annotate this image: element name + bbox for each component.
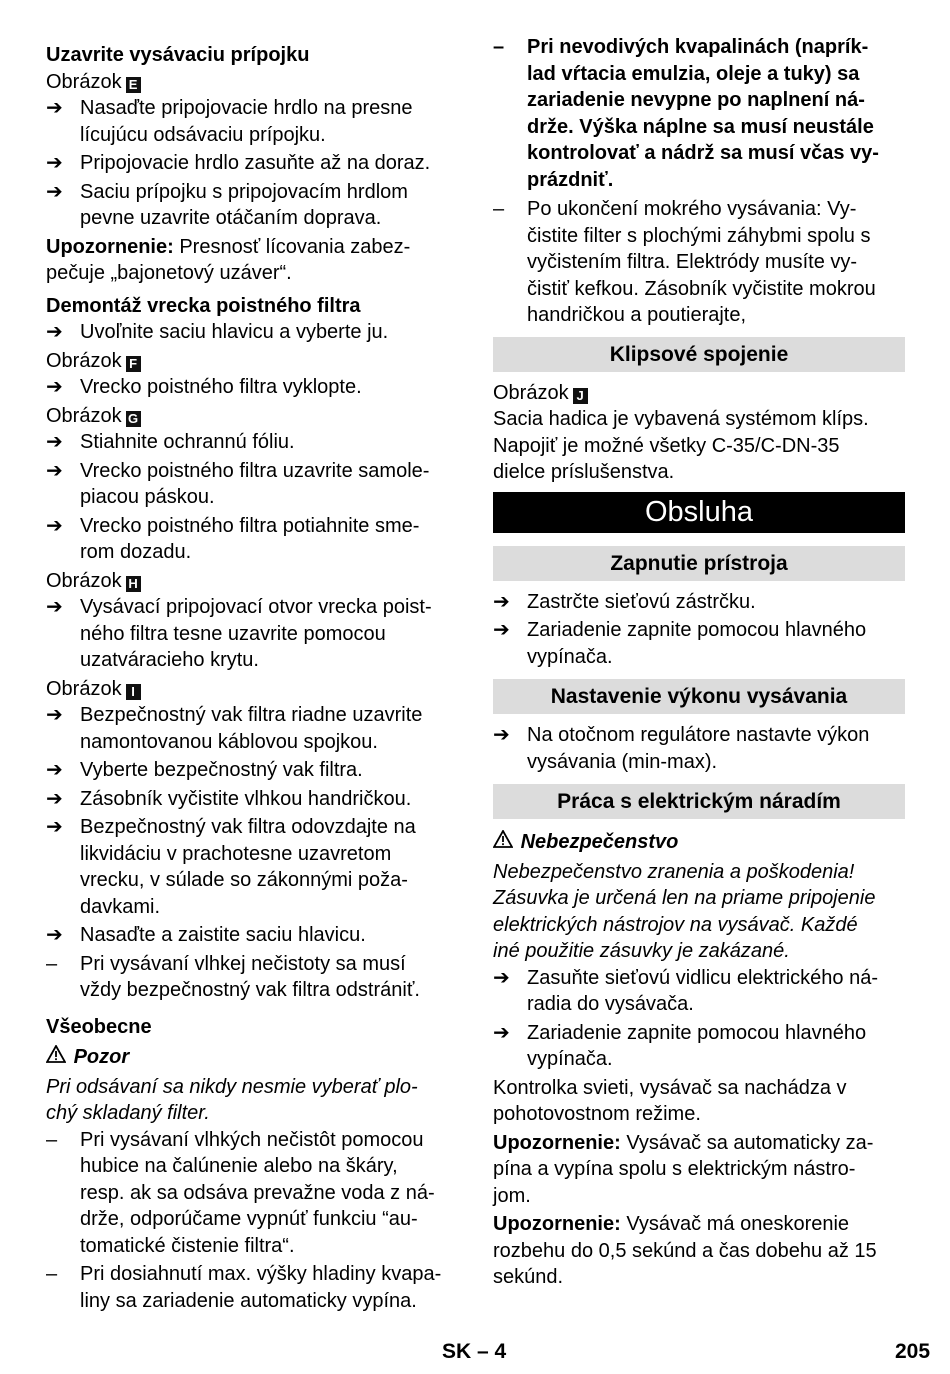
arrow-right-icon: ➔ xyxy=(493,590,510,613)
section-title-operation: Obsluha xyxy=(493,492,905,533)
figure-letter-f: F xyxy=(126,356,141,372)
note-auto-switch-cont: jom. xyxy=(493,1184,531,1207)
dash-item: – Pri vysávaní vlhkej nečistoty sa musí vždy bezpečnostný vak filtra odstrániť. xyxy=(46,951,464,1004)
danger-text-cont: Zásuvka je určená len na priame pripojenie xyxy=(493,887,876,909)
paragraph-clips-cont: dielce príslušenstva. xyxy=(493,461,675,483)
list-item: ➔ Saciu prípojku s pripojovacím hrdlom pevne uzavrite otáčaním doprava. xyxy=(46,179,464,232)
arrow-right-icon: ➔ xyxy=(46,152,63,174)
list-item: ➔ Bezpečnostný vak filtra odovzdajte na likvidáciu v prachotesne uzavretom vrecku, v súlade so zákonnými poža- davkami. xyxy=(46,814,464,920)
arrow-right-icon: ➔ xyxy=(493,1021,510,1044)
list-item: ➔ Vrecko poistného filtra uzavrite samole- piacou páskou. xyxy=(46,458,464,511)
danger-heading: Nebezpečenstvo xyxy=(493,829,905,856)
paragraph-indicator-cont: pohotovostnom režime. xyxy=(493,1103,701,1125)
figure-ref-e: Obrázok E xyxy=(46,69,464,96)
dash-marker: – xyxy=(46,1128,58,1151)
figure-ref-g: Obrázok G xyxy=(46,403,464,430)
list-item: ➔ Zasuňte sieťovú vidlicu elektrického ná- radia do vysávača. xyxy=(493,965,905,1018)
paragraph-clips-cont: Napojiť je možné všetky C-35/C-DN-35 xyxy=(493,434,840,457)
right-column xyxy=(493,34,905,1291)
list-item: ➔ Nasaďte pripojovacie hrdlo na presne lícujúcu odsávaciu prípojku. xyxy=(46,95,464,148)
figure-ref-i: Obrázok I xyxy=(46,676,464,703)
page-number: 205 xyxy=(895,1340,931,1363)
caution-text-cont: chý skladaný filter. xyxy=(46,1102,210,1124)
figure-letter-e: E xyxy=(126,77,141,93)
section-bar-suction-power: Nastavenie výkonu vysávania xyxy=(493,679,905,714)
dash-item: – Po ukončení mokrého vysávania: Vy- čistite filter s plochými záhybmi spolu s vyčistením filtra. Elektródy musíte vy- čistiť kefkou. Zásobník vyčistite mokrou handričkou a poutierajte, xyxy=(493,196,905,329)
dash-item-bold: – Pri nevodivých kvapalinách (naprík- lad vŕtacia emulzia, oleje a tuky) sa zariadenie nevypne po naplnení ná- drže. Výška náplne sa musí neustále kontrolovať a nádrž sa musí včas vy- prázdniť. xyxy=(493,34,905,193)
note-delay-cont: sekúnd. xyxy=(493,1266,564,1288)
paragraph-clips: Sacia hadica je vybavená systémom klíps. xyxy=(493,408,869,430)
arrow-right-icon: ➔ xyxy=(46,431,63,453)
arrow-right-icon: ➔ xyxy=(46,924,63,946)
list-item: ➔ Stiahnite ochrannú fóliu. xyxy=(46,429,464,456)
figure-ref-h: Obrázok H xyxy=(46,568,464,595)
figure-letter-i: I xyxy=(126,684,141,700)
figure-letter-h: H xyxy=(126,576,141,592)
heading-close-suction: Uzavrite vysávaciu prípojku xyxy=(46,44,310,66)
list-item: ➔ Zastrčte sieťovú zástrčku. xyxy=(493,589,905,616)
figure-letter-g: G xyxy=(126,411,141,427)
list-item: ➔ Pripojovacie hrdlo zasuňte až na doraz. xyxy=(46,150,464,177)
figure-letter-j: J xyxy=(573,388,588,404)
list-item: ➔ Zariadenie zapnite pomocou hlavného vypínača. xyxy=(493,617,905,670)
arrow-right-icon: ➔ xyxy=(46,596,63,618)
arrow-right-icon: ➔ xyxy=(46,787,63,810)
note-auto-switch-cont: pína a vypína spolu s elektrickým nástro- xyxy=(493,1158,856,1180)
arrow-right-icon: ➔ xyxy=(46,376,63,398)
dash-marker: – xyxy=(46,952,58,975)
list-item: ➔ Nasaďte a zaistite saciu hlavicu. xyxy=(46,922,464,949)
dash-marker: – xyxy=(493,36,505,58)
arrow-right-icon: ➔ xyxy=(493,966,510,989)
warning-triangle-icon xyxy=(493,829,515,856)
caution-heading: Pozor xyxy=(46,1044,464,1071)
warning-triangle-icon xyxy=(46,1044,68,1071)
arrow-right-icon: ➔ xyxy=(46,759,63,781)
list-item: ➔ Vrecko poistného filtra potiahnite sme- rom dozadu. xyxy=(46,513,464,566)
danger-text: Nebezpečenstvo zranenia a poškodenia! xyxy=(493,860,855,883)
list-item: ➔ Zariadenie zapnite pomocou hlavného vypínača. xyxy=(493,1020,905,1073)
list-item: ➔ Vyberte bezpečnostný vak filtra. xyxy=(46,757,464,784)
note-delay-cont: rozbehu do 0,5 sekúnd a čas dobehu až 15 xyxy=(493,1239,877,1262)
note-bajonet-cont: pečuje „bajonetový uzáver“. xyxy=(46,262,292,284)
caution-text: Pri odsávaní sa nikdy nesmie vyberať plo- xyxy=(46,1075,418,1098)
heading-general: Všeobecne xyxy=(46,1015,152,1038)
arrow-right-icon: ➔ xyxy=(46,704,63,726)
list-item: ➔ Na otočnom regulátore nastavte výkon vysávania (min-max). xyxy=(493,722,905,775)
list-item: ➔ Vrecko poistného filtra vyklopte. xyxy=(46,374,464,401)
note-delay: Upozornenie: Vysávač má oneskorenie xyxy=(493,1213,850,1235)
danger-text-cont: iné použitie zásuvky je zakázané. xyxy=(493,940,790,962)
arrow-right-icon: ➔ xyxy=(46,514,63,537)
heading-filter-removal: Demontáž vrecka poistného filtra xyxy=(46,294,361,317)
note-bajonet: Upozornenie: Presnosť lícovania zabez- xyxy=(46,235,411,258)
arrow-right-icon: ➔ xyxy=(46,180,63,203)
dash-marker: – xyxy=(46,1263,58,1285)
section-bar-switch-on: Zapnutie prístroja xyxy=(493,546,905,581)
dash-marker: – xyxy=(493,198,505,220)
list-item: ➔ Zásobník vyčistite vlhkou handričkou. xyxy=(46,786,464,813)
figure-ref-f: Obrázok F xyxy=(46,348,464,375)
section-bar-power-tools: Práca s elektrickým náradím xyxy=(493,784,905,819)
danger-text-cont: elektrických nástrojov na vysávač. Každé xyxy=(493,913,858,936)
list-item: ➔ Uvoľnite saciu hlavicu a vyberte ju. xyxy=(46,319,464,346)
footer-section-label: SK – 4 xyxy=(442,1340,507,1363)
note-auto-switch: Upozornenie: Vysávač sa automaticky za- xyxy=(493,1131,874,1154)
arrow-right-icon: ➔ xyxy=(493,619,510,641)
arrow-right-icon: ➔ xyxy=(46,459,63,482)
arrow-right-icon: ➔ xyxy=(493,724,510,746)
list-item: ➔ Bezpečnostný vak filtra riadne uzavrite namontovanou káblovou spojkou. xyxy=(46,702,464,755)
arrow-right-icon: ➔ xyxy=(46,816,63,838)
dash-item: – Pri vysávaní vlhkých nečistôt pomocou hubice na čalúnenie alebo na škáry, resp. ak sa odsáva prevažne voda z ná- drže, odporúčame vypnúť funkciu “au- tomatické čistenie filtra“. xyxy=(46,1127,464,1260)
list-item: ➔ Vysávací pripojovací otvor vrecka poist- ného filtra tesne uzavrite pomocou uzatváracieho krytu. xyxy=(46,594,464,674)
paragraph-indicator: Kontrolka svieti, vysávač sa nachádza v xyxy=(493,1076,847,1099)
section-bar-clip-connection: Klipsové spojenie xyxy=(493,337,905,372)
left-column xyxy=(46,40,464,1314)
arrow-right-icon: ➔ xyxy=(46,97,63,119)
dash-item: – Pri dosiahnutí max. výšky hladiny kvapa- liny sa zariadenie automaticky vypína. xyxy=(46,1261,464,1314)
arrow-right-icon: ➔ xyxy=(46,321,63,343)
figure-ref-j: Obrázok J xyxy=(493,380,905,407)
